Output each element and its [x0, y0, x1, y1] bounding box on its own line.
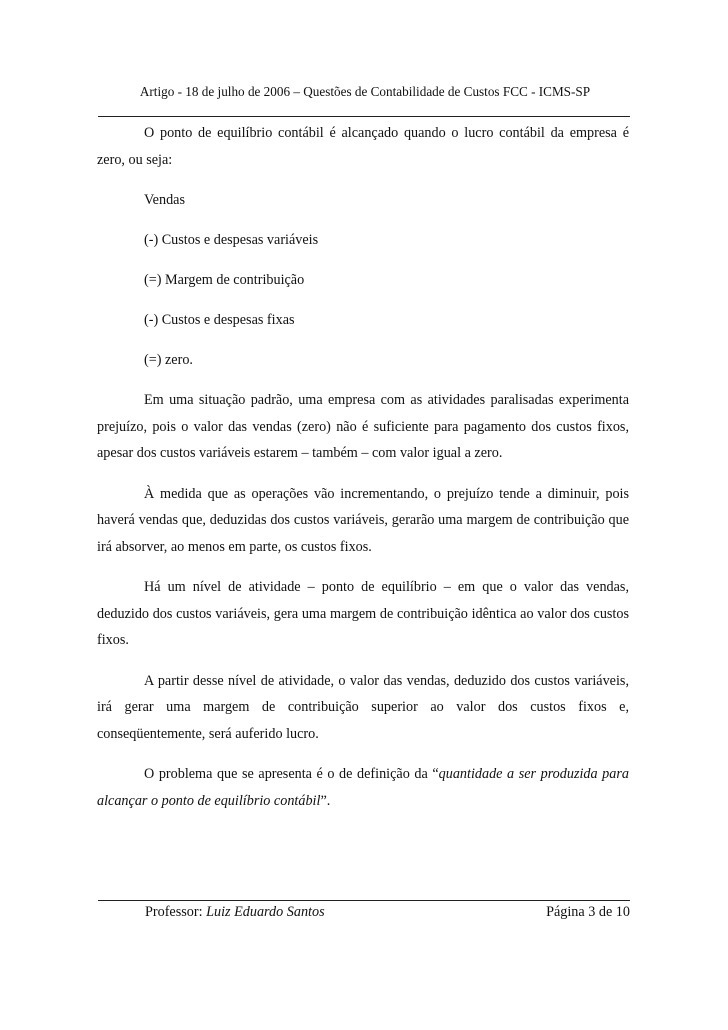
paragraph-profit-level: A partir desse nível de atividade, o valor das vendas, deduzido dos custos variáveis, irá gerar uma margem de contribuição superior ao valor dos custos fixos e, conseqüentemente, será auferido lucro.	[97, 672, 629, 742]
paragraph-operations-increase: À medida que as operações vão incrementando, o prejuízo tende a diminuir, pois haverá vendas que, deduzidas dos custos variáveis, gerarão uma margem de contribuição que irá absorver, ao menos em parte, os custos fixos.	[97, 485, 629, 555]
page-header: Artigo - 18 de julho de 2006 – Questões de Contabilidade de Custos FCC - ICMS-SP	[139, 84, 591, 99]
problem-prefix: O problema que se apresenta é o de definição da “	[144, 766, 439, 782]
list-item-fixed-costs: (-) Custos e despesas fixas	[144, 312, 295, 328]
header-divider	[98, 116, 630, 117]
page-footer	[145, 902, 630, 922]
page-number: Página 3 de 10	[546, 904, 630, 920]
problem-italic-phrase: quantidade a ser produzida para alcançar o ponto de equilíbrio contábil	[97, 766, 629, 809]
list-item-contribution-margin: (=) Margem de contribuição	[144, 272, 305, 288]
income-statement-list	[97, 187, 629, 374]
paragraph-standard-situation: Em uma situação padrão, uma empresa com as atividades paralisadas experimenta prejuízo, pois o valor das vendas (zero) não é suficiente para pagamento dos custos fixos, apesar dos custos variáveis estarem – também – com valor igual a zero.	[97, 392, 629, 461]
professor-name: Luiz Eduardo Santos	[206, 904, 325, 920]
footer-divider	[98, 900, 630, 901]
problem-suffix: ”.	[320, 792, 331, 809]
list-item-sales: Vendas	[144, 192, 185, 208]
professor-label: Professor:	[145, 904, 207, 920]
paragraph-break-even-level: Há um nível de atividade – ponto de equilíbrio – em que o valor das vendas, deduzido dos custos variáveis, gera uma margem de contribuição idêntica ao valor dos custos fixos.	[97, 579, 629, 648]
list-item-variable-costs: (-) Custos e despesas variáveis	[144, 232, 319, 248]
paragraph-break-even-definition: O ponto de equilíbrio contábil é alcançado quando o lucro contábil da empresa é zero, ou seja:	[97, 125, 629, 168]
list-item-zero: (=) zero.	[144, 352, 193, 368]
document-body	[97, 120, 629, 828]
paragraph-problem-statement	[97, 761, 629, 814]
